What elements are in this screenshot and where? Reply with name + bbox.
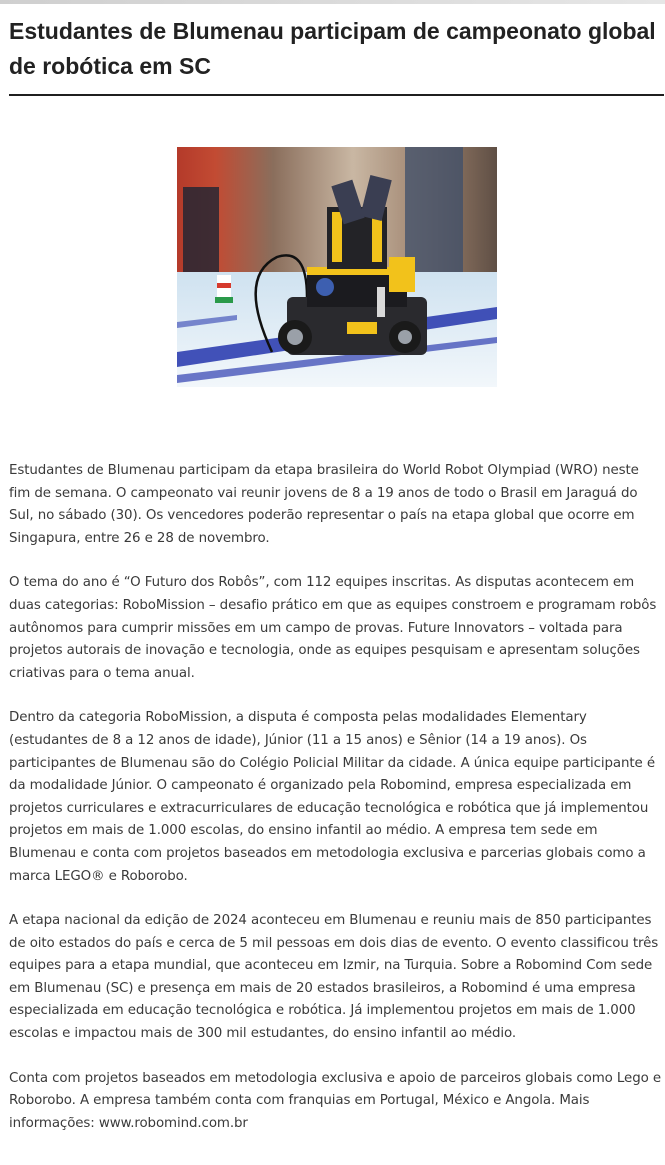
article-paragraph-2: O tema do ano é “O Futuro dos Robôs”, com 112 equipes inscritas. As disputas acontecem em duas categorias: RoboMission – desafio prático em que as equipes constroem e programam robôs autônomos para cumprir missões em um campo de provas. Future Innovators – voltada para projetos autorais de inovação e tecnologia, onde as equipes pesquisam e apresentam soluções criativas para o tema anual. xyxy=(9,575,657,681)
article-body xyxy=(9,460,663,1157)
robot-photo-illustration xyxy=(177,147,497,387)
headline-divider xyxy=(9,94,664,96)
article-paragraph-3: Dentro da categoria RoboMission, a disputa é composta pelas modalidades Elementary (estudantes de 8 a 12 anos de idade), Júnior (11 a 15 anos) e Sênior (14 a 19 anos). Os participantes de Blumenau são do Colégio Policial Militar da cidade. A única equipe participante é da modalidade Júnior. O campeonato é organizado pela Robomind, empresa especializada em projetos curriculares e extracurriculares de educação tecnológica e robótica que já implementou projetos em mais de 1.000 escolas, do ensino infantil ao médio. A empresa tem sede em Blumenau e conta com projetos baseados em metodologia exclusiva e parcerias globais como a marca LEGO® e Roborobo. xyxy=(9,710,655,884)
top-strip xyxy=(0,0,665,4)
article-photo xyxy=(177,147,497,387)
article-paragraph-4: A etapa nacional da edição de 2024 aconteceu em Blumenau e reuniu mais de 850 participantes de oito estados do país e cerca de 5 mil pessoas em dois dias de evento. O evento classificou três equipes para a etapa mundial, que aconteceu em Izmir, na Turquia. Sobre a Robomind Com sede em Blumenau (SC) e presença em mais de 20 estados brasileiros, a Robomind é uma empresa especializada em educação tecnológica e robótica. Já implementou projetos em mais de 1.000 escolas e impactou mais de 300 mil estudantes, do ensino infantil ao médio. xyxy=(9,913,659,1042)
article-paragraph-1: Estudantes de Blumenau participam da etapa brasileira do World Robot Olympiad (WRO) neste fim de semana. O campeonato vai reunir jovens de 8 a 19 anos de todo o Brasil em Jaraguá do Sul, no sábado (30). Os vencedores poderão representar o país na etapa global que ocorre em Singapura, entre 26 e 28 de novembro. xyxy=(9,463,639,546)
article-paragraph-5: Conta com projetos baseados em metodologia exclusiva e apoio de parceiros globais como Lego e Roborobo. A empresa também conta com franquias em Portugal, México e Angola. Mais informações: www.robomind.com.br xyxy=(9,1070,661,1131)
article-headline: Estudantes de Blumenau participam de campeonato global de robótica em SC xyxy=(9,18,656,79)
